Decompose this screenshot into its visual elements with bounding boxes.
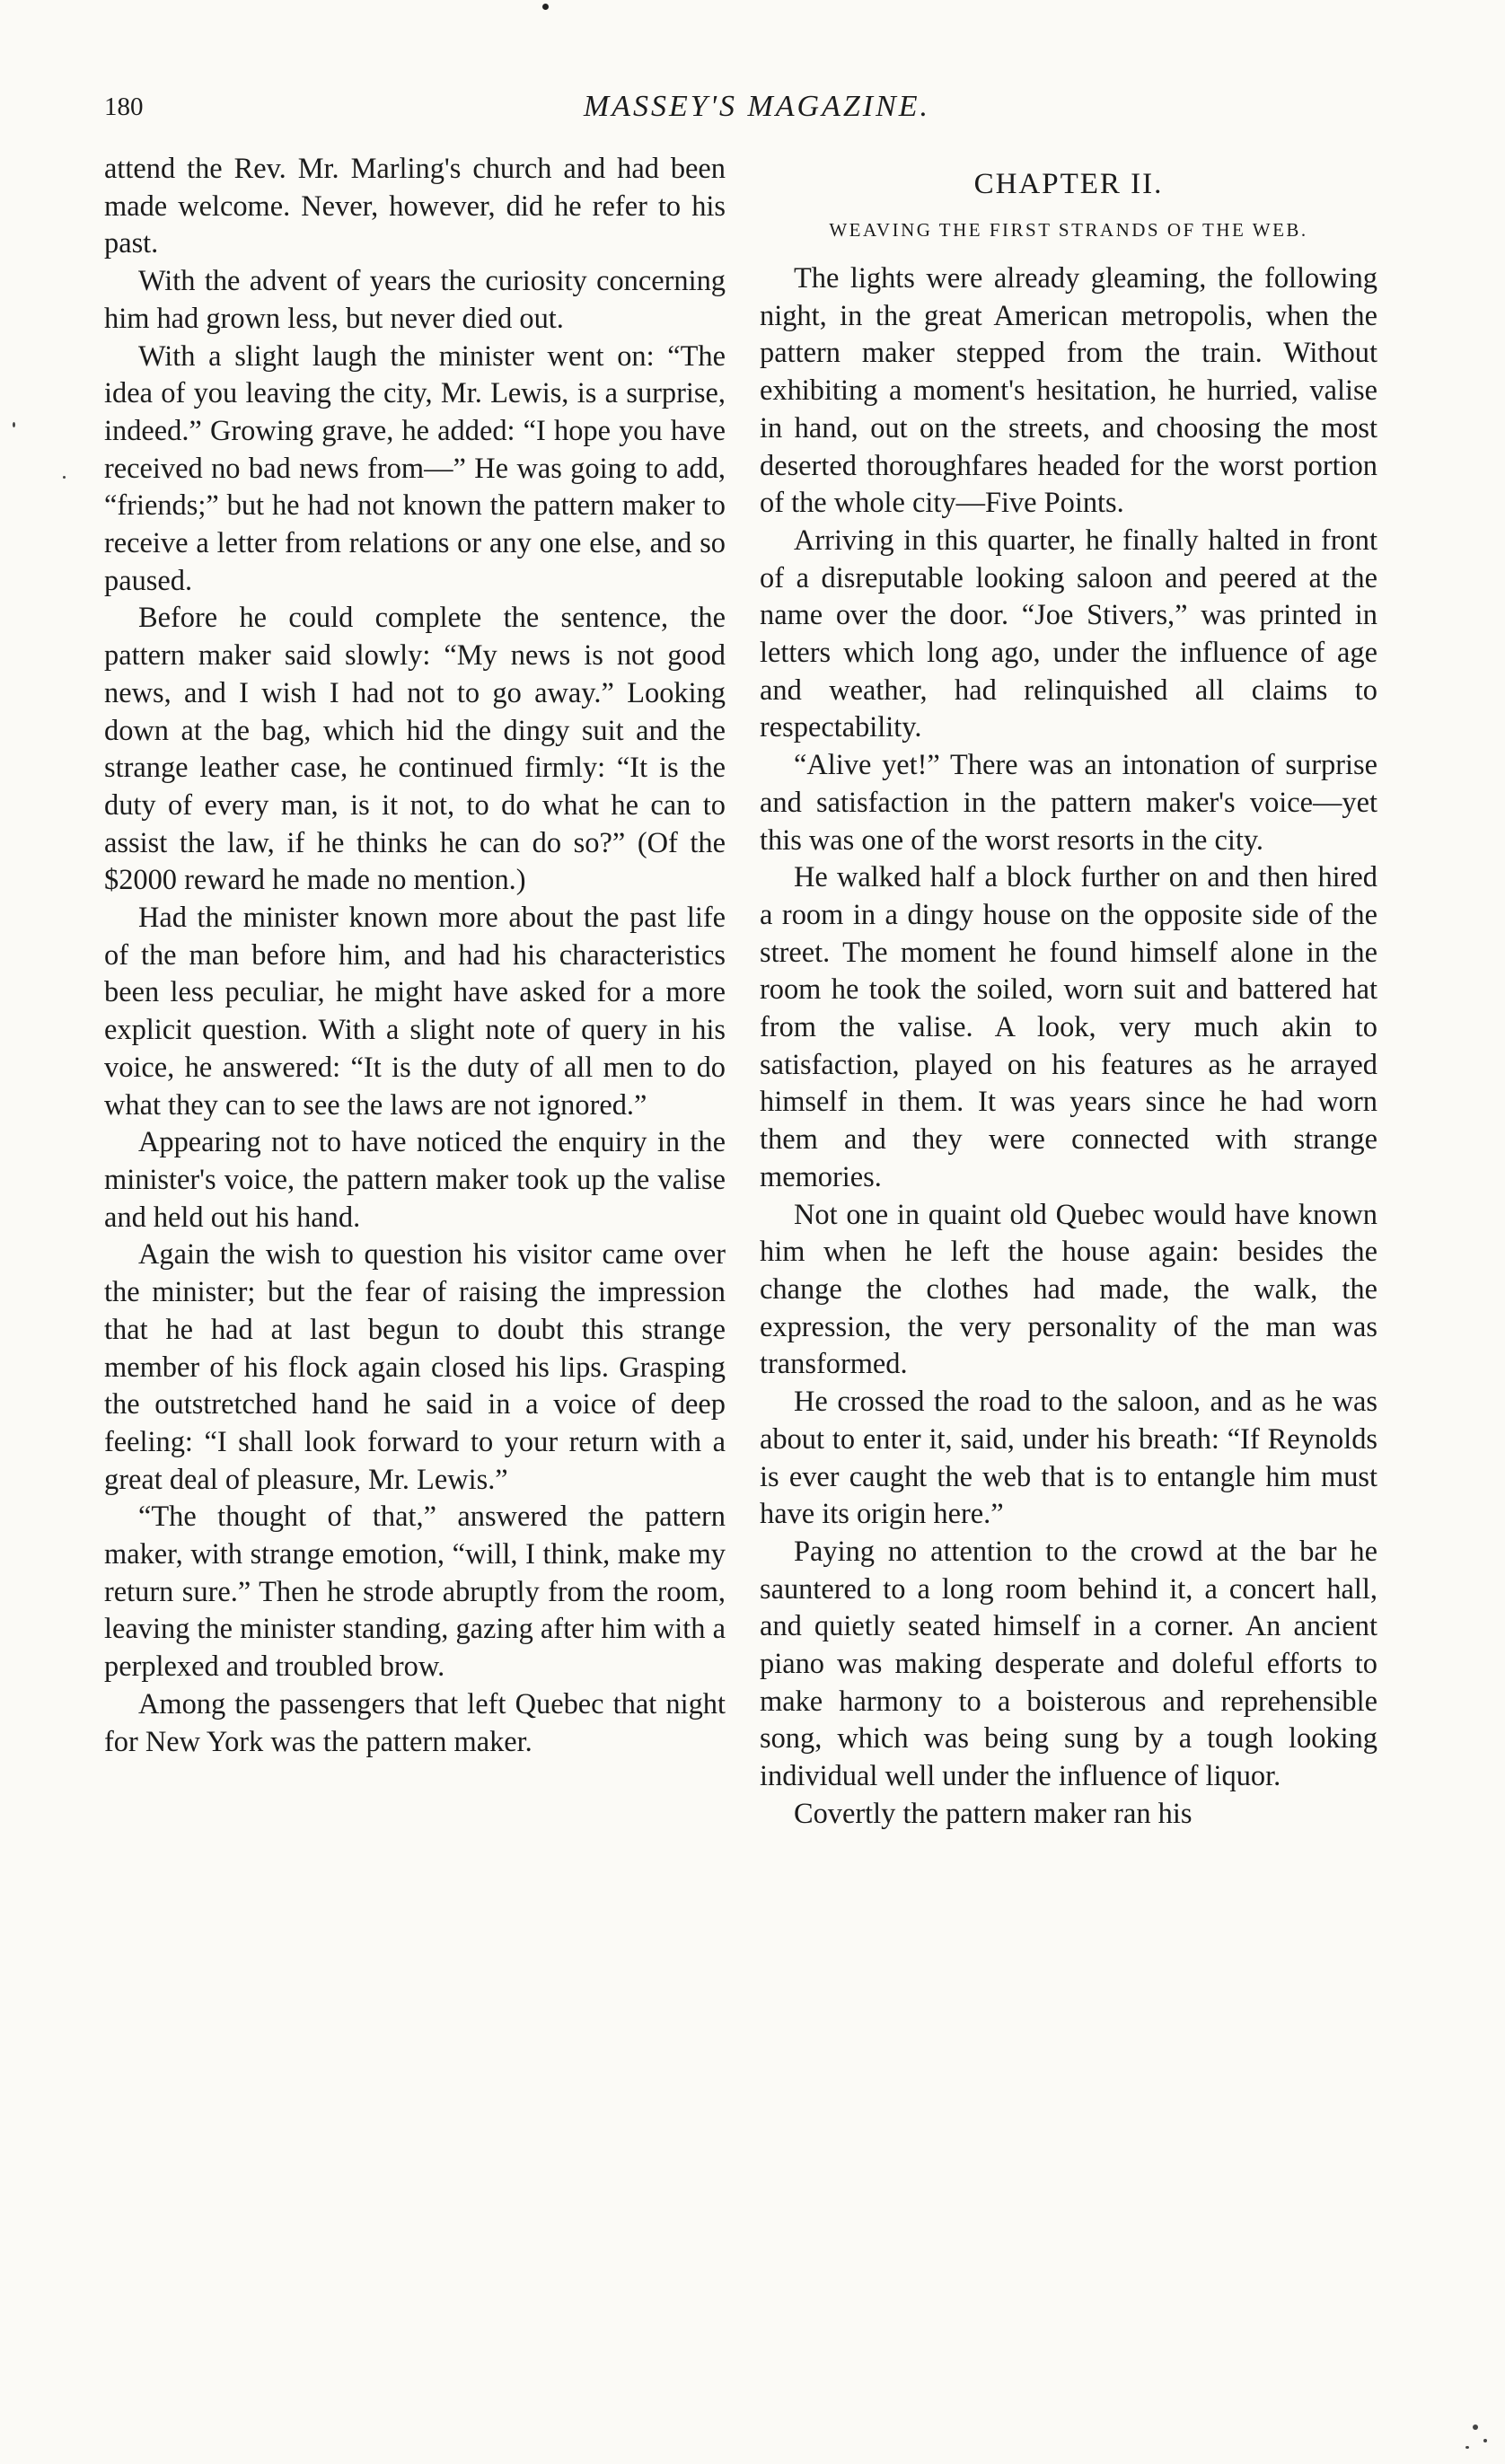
paragraph: Before he could complete the sentence, the pattern maker said slowly: “My news is not good news, and I wish I had not to go away.” Looking down at the bag, which hid the dingy suit and the strange leather case, he continued firmly: “It is the duty of every man, is it not, to do what he can to assist the law, if he thinks he can do so?” (Of the $2000 reward he made no mention.) <box>104 602 726 897</box>
printer-mark <box>542 4 549 10</box>
paragraph: With the advent of years the curiosity concerning him had grown less, but never died out. <box>104 265 726 335</box>
page-header <box>104 86 1410 128</box>
scan-speck <box>1473 2424 1478 2430</box>
paragraph: The lights were already gleaming, the following night, in the great American metropolis, when the pattern maker stepped from the train. Without exhibiting a moment's hesitation, he hurried, valise in hand, out on the streets, and choosing the most deserted thoroughfares headed for the worst portion of the whole city—Five Points. <box>760 262 1377 520</box>
paragraph: “The thought of that,” answered the pattern maker, with strange emotion, “will, I think, make my return sure.” Then he strode abruptly from the room, leaving the minister standing, gazing after him with a perplexed and troubled brow. <box>104 1500 726 1684</box>
paragraph: Paying no attention to the crowd at the bar he sauntered to a long room behind it, a concert hall, and quietly seated himself in a corner. An ancient piano was making desperate and doleful efforts to make harmony to a boisterous and reprehensible song, which was being sung by a tough looking individual well under the influence of liquor. <box>760 1535 1377 1793</box>
paragraph: Among the passengers that left Quebec that night for New York was the pattern maker. <box>104 1687 726 1758</box>
paragraph: “Alive yet!” There was an intonation of surprise and satisfaction in the pattern maker's voice—yet this was one of the worst resorts in the city. <box>760 749 1377 857</box>
paragraph: Arriving in this quarter, he finally halted in front of a disreputable looking saloon and peered at the name over the door. “Joe Stivers,” was printed in letters which long ago, under the influence of age and weather, had relinquished all claims to respectability. <box>760 524 1377 744</box>
paragraph: Again the wish to question his visitor came over the minister; but the fear of raising the impression that he had at last begun to doubt this strange member of his flock again closed his lips. Grasping the outstretched hand he said in a voice of deep feeling: “I shall look forward to your return with a great deal of pleasure, Mr. Lewis.” <box>104 1238 726 1496</box>
chapter-title: CHAPTER II. <box>973 168 1164 200</box>
paragraph: attend the Rev. Mr. Marling's church and had been made welcome. Never, however, did he refer to his past. <box>104 153 726 260</box>
paragraph: Had the minister known more about the past life of the man before him, and had his characteristics been less peculiar, he might have asked for a more explicit question. With a slight note of query in his voice, he answered: “It is the duty of all men to do what they can to see the laws are not ignored.” <box>104 902 726 1122</box>
paragraph: He walked half a block further on and then hired a room in a dingy house on the opposite side of the street. The moment he found himself alone in the room he took the soiled, worn suit and battered hat from the valise. A look, very much akin to satisfaction, played on his features as he arrayed himself in them. It was years since he had worn them and they were connected with strange memories. <box>760 861 1377 1193</box>
scan-speck <box>13 422 15 427</box>
scan-speck <box>63 476 66 479</box>
paragraph: Covertly the pattern maker ran his <box>794 1797 1193 1830</box>
running-title: MASSEY'S MAGAZINE. <box>583 90 931 123</box>
page-number: 180 <box>104 92 144 121</box>
chapter-subtitle: WEAVING THE FIRST STRANDS OF THE WEB. <box>829 219 1308 241</box>
right-column <box>760 165 1377 1834</box>
paragraph: With a slight laugh the minister went on: “The idea of you leaving the city, Mr. Lewis, is a surprise, indeed.” Growing grave, he added: “I hope you have received no bad news from—” He was going to add, “friends;” but he had not known the pattern maker to receive a letter from relations or any one else, and so paused. <box>104 339 726 597</box>
paragraph: Not one in quaint old Quebec would have known him when he left the house again: besides the change the clothes had made, the walk, the expression, the very personality of the man was transformed. <box>760 1198 1377 1381</box>
scan-speck <box>1465 2446 1469 2449</box>
left-column <box>104 151 726 1761</box>
scan-speck <box>1483 2439 1487 2442</box>
paragraph: He crossed the road to the saloon, and as he was about to enter it, said, under his breath: “If Reynolds is ever caught the web that is to entangle him must have its origin here.” <box>760 1386 1377 1531</box>
paragraph: Appearing not to have noticed the enquiry in the minister's voice, the pattern maker took up the valise and held out his hand. <box>104 1126 726 1234</box>
